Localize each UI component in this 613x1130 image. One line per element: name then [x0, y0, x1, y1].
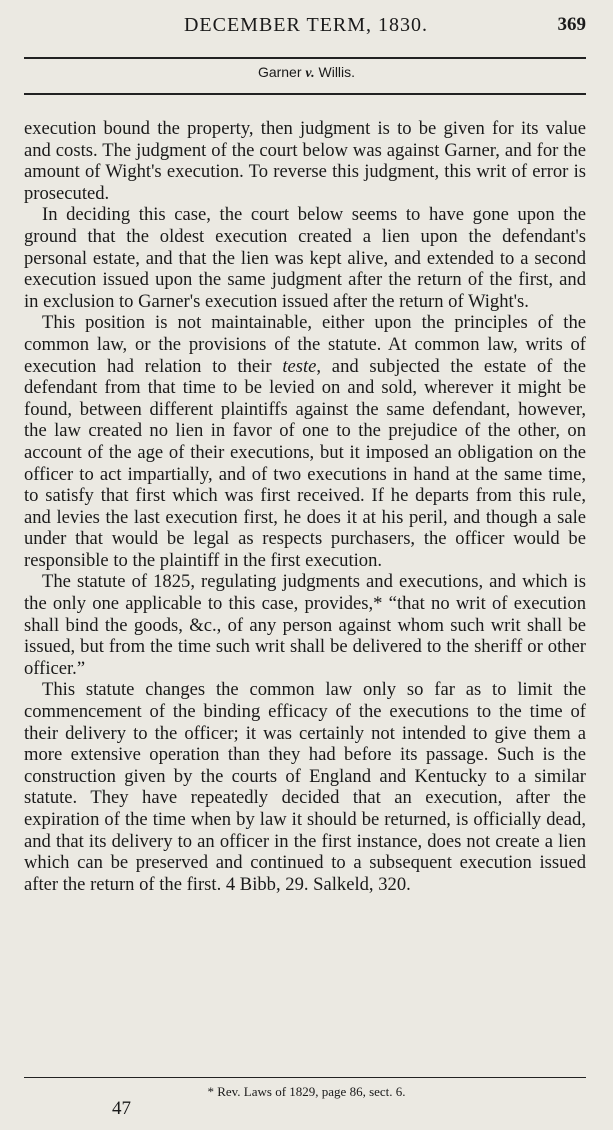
case-party-defendant: Willis.	[318, 64, 356, 80]
header-rule-top	[24, 57, 586, 59]
header-rule-bottom	[24, 93, 586, 95]
paragraph: The statute of 1825, regulating judgments and executions, and which is the only one applicable to this case, provides,* “that no writ of execution shall bind the goods, &c., of any person against whom such writ shall be issued, but from the time such writ shall be delivered to the sheriff or other officer.”	[24, 571, 586, 679]
signature-mark: 47	[112, 1098, 131, 1119]
paragraph: In deciding this case, the court below seems to have gone upon the ground that the oldest execution created a lien upon the defendant's personal estate, and that the lien was kept alive, and extended to a second execution issued upon the same judgment after the return of the first, and in exclusion to Garner's execution issued after the return of Wight's.	[24, 204, 586, 312]
paragraph: This position is not maintainable, either upon the principles of the common law, or the provisions of the statute. At common law, writs of execution had relation to their teste, and subjected the estate of the defendant from that time to be levied on and sold, wherever it might be found, between different plaintiffs against the same defendant, however, the law created no lien in favor of one to the prejudice of the other, on account of the age of their executions, but it imposed an obligation on the officer to act impartially, and of two executions in hand at the same time, to satisfy that first which was first received. If he departs from this rule, and levies the last execution first, he does it at his peril, and though a sale under that would be legal as respects purchasers, the officer would be responsible to the plaintiff in the first execution.	[24, 312, 586, 571]
footnote: * Rev. Laws of 1829, page 86, sect. 6.	[207, 1084, 406, 1099]
body-text	[24, 118, 586, 895]
page-number: 369	[557, 14, 586, 35]
paragraph: This statute changes the common law only so far as to limit the commencement of the binding efficacy of the executions to the time of their delivery to the officer; it was certainly not intended to give them a more extensive operation than they had before its passage. Such is the construction given by the courts of England and Kentucky to a similar statute. They have repeatedly decided that an execution, after the expiration of the time when by law it should be returned, is officially dead, and that its delivery to an officer in the first instance, does not create a lien which can be preserved and continued to a subsequent execution issued after the return of the first. 4 Bibb, 29. Salkeld, 320.	[24, 679, 586, 895]
case-party-plaintiff: Garner	[257, 64, 302, 80]
case-title	[0, 64, 613, 82]
case-versus: v.	[305, 66, 315, 81]
italic-term: teste	[282, 355, 317, 377]
running-head	[26, 14, 586, 44]
footnote-rule	[24, 1077, 586, 1078]
running-head-title: DECEMBER TERM, 1830.	[183, 14, 429, 36]
paragraph-continued: execution bound the property, then judgment is to be given for its value and costs. The judgment of the court below was against Garner, and for the amount of Wight's execution. To reverse this judgment, this writ of error is prosecuted.	[24, 118, 586, 204]
